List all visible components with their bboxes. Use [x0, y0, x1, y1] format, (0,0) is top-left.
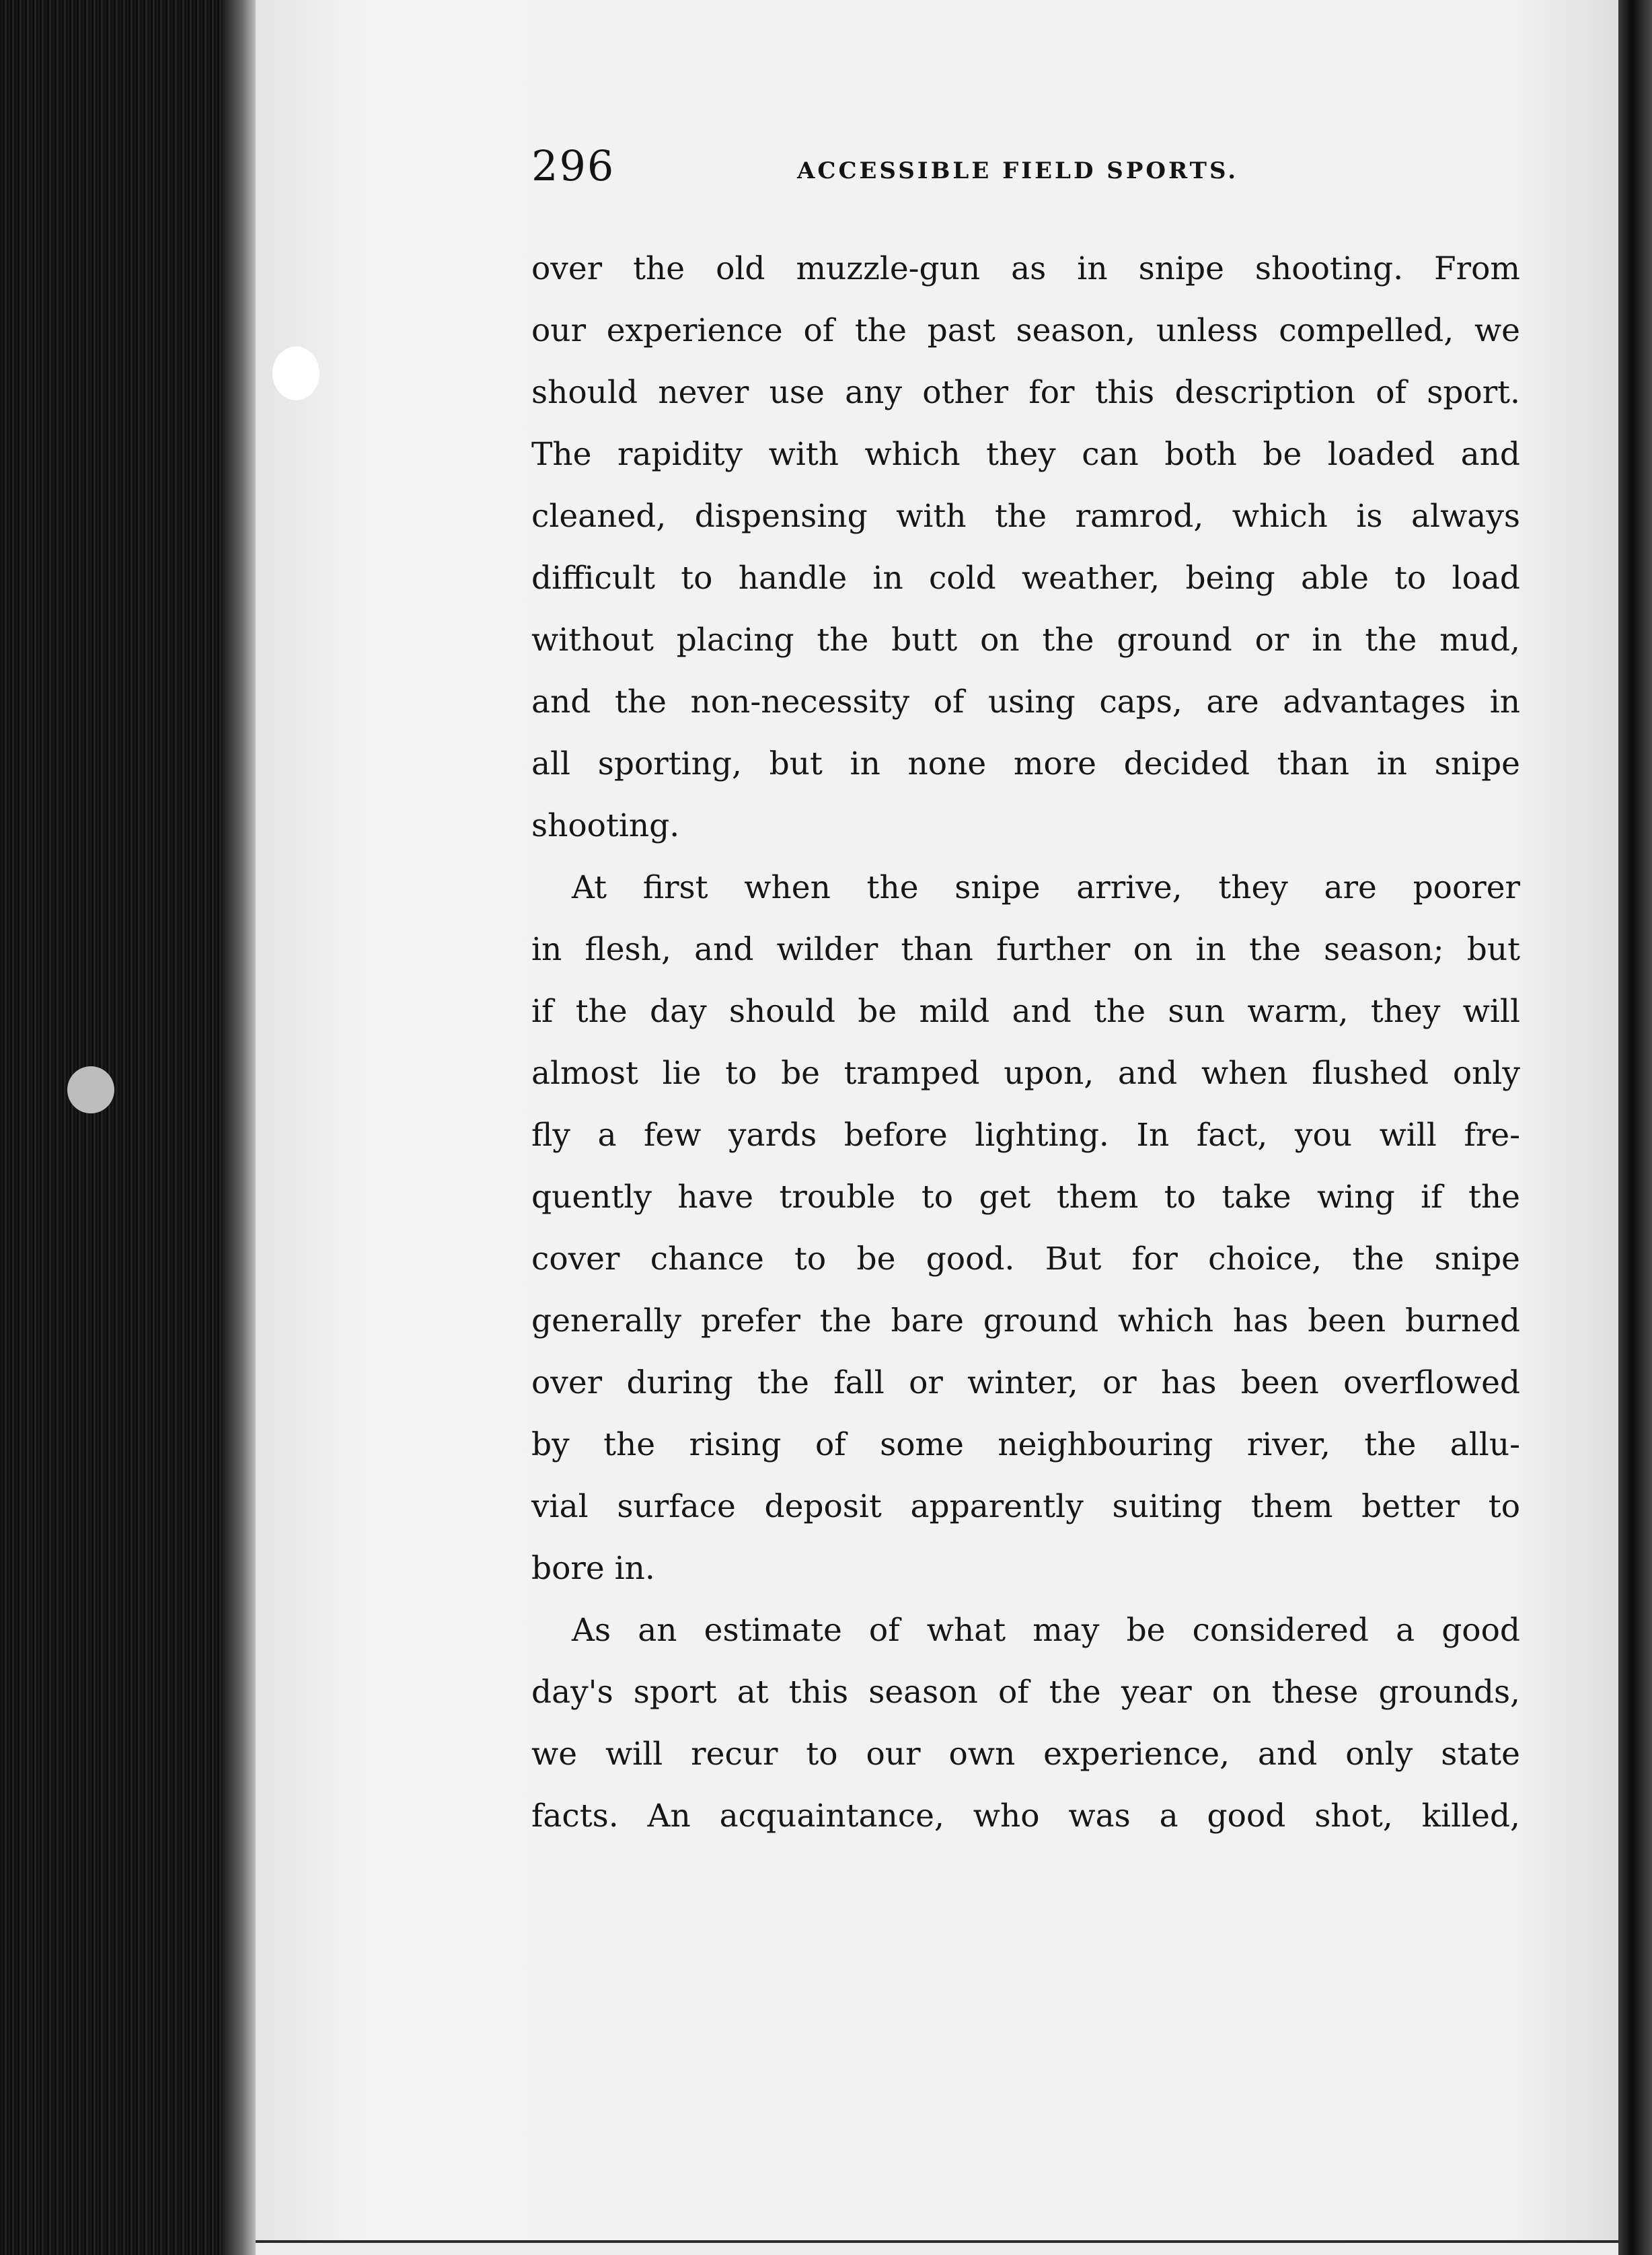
paragraph-2 — [531, 857, 1520, 1600]
text-line: in flesh, and wilder than further on in the season; but — [531, 931, 1520, 968]
text-line: cover chance to be good. But for choice, the snipe — [531, 1241, 1520, 1278]
text-line: and the non-necessity of using caps, are advantages in — [531, 683, 1520, 720]
text-line: day's sport at this season of the year on these grounds, — [531, 1674, 1520, 1711]
running-head: ACCESSIBLE FIELD SPORTS. — [797, 157, 1239, 184]
text-line: over during the fall or winter, or has been overflowed — [531, 1364, 1520, 1401]
text-line: As an estimate of what may be considered a good — [572, 1612, 1520, 1649]
text-line: facts. An acquaintance, who was a good shot, killed, — [531, 1798, 1520, 1835]
binding-edge-shadow — [222, 0, 256, 2255]
text-line: difficult to handle in cold weather, being able to load — [531, 560, 1520, 597]
page-right-edge — [1618, 0, 1652, 2255]
text-line: by the rising of some neighbouring river, the allu- — [531, 1426, 1520, 1463]
text-line: quently have trouble to get them to take wing if the — [531, 1179, 1520, 1216]
text-line: The rapidity with which they can both be loaded and — [531, 436, 1520, 473]
body-text — [531, 238, 1520, 1847]
text-line: should never use any other for this description of sport. — [531, 374, 1520, 411]
paper-speck — [67, 1066, 114, 1113]
text-line: all sporting, but in none more decided than in snipe — [531, 745, 1520, 782]
book-binding — [0, 0, 256, 2255]
paragraph-3 — [531, 1600, 1520, 1847]
text-line: At first when the snipe arrive, they are poorer — [572, 869, 1520, 906]
text-line: our experience of the past season, unless compelled, we — [531, 312, 1520, 349]
text-line: bore in. — [531, 1550, 655, 1587]
text-line: we will recur to our own experience, and only state — [531, 1736, 1520, 1773]
text-line: fly a few yards before lighting. In fact, you will fre- — [531, 1117, 1520, 1154]
text-line: generally prefer the bare ground which has been burned — [531, 1302, 1520, 1339]
page-header — [531, 141, 1540, 195]
paper-speck — [272, 346, 320, 400]
text-line: over the old muzzle-gun as in snipe shooting. From — [531, 250, 1520, 287]
text-line: if the day should be mild and the sun warm, they will — [531, 993, 1520, 1030]
paragraph-1 — [531, 238, 1520, 857]
text-line: without placing the butt on the ground or in the mud, — [531, 622, 1520, 659]
page-number: 296 — [531, 141, 615, 190]
text-line: vial surface deposit apparently suiting them better to — [531, 1488, 1520, 1525]
text-line: shooting. — [531, 807, 680, 844]
text-line: almost lie to be tramped upon, and when flushed only — [531, 1055, 1520, 1092]
text-line: cleaned, dispensing with the ramrod, which is always — [531, 498, 1520, 535]
